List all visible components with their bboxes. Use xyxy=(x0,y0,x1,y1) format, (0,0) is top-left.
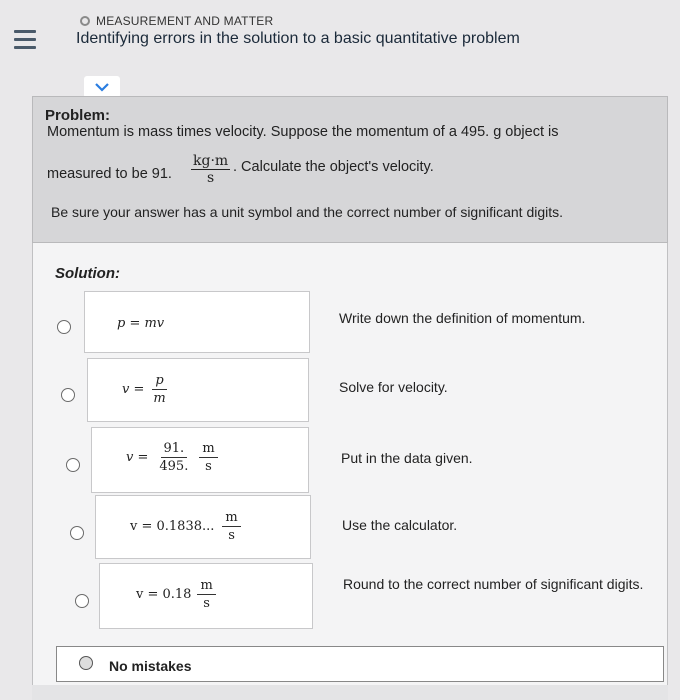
problem-text-line1: Momentum is mass times velocity. Suppose the momentum of a 495. g object is xyxy=(47,124,559,140)
step-5-denominator: s xyxy=(203,596,210,611)
step-1-note: Write down the definition of momentum. xyxy=(339,310,586,326)
step-2-equation xyxy=(122,373,169,406)
no-mistakes-label: No mistakes xyxy=(109,658,192,674)
step-3-note: Put in the data given. xyxy=(341,450,473,466)
step-5-note: Round to the correct number of significant digits. xyxy=(343,576,644,592)
step-5-equation-box xyxy=(99,563,313,629)
step-4-lhs: v = 0.1838... xyxy=(130,519,215,534)
step-3-denominator-unit: s xyxy=(205,459,212,474)
step-5-lhs: v = 0.18 xyxy=(136,587,192,602)
menu-icon[interactable] xyxy=(14,30,36,50)
chevron-down-icon xyxy=(94,81,110,93)
step-3-equation xyxy=(126,441,218,474)
step-1-radio[interactable] xyxy=(57,320,71,334)
step-5-radio[interactable] xyxy=(75,594,89,608)
step-1-equation-box xyxy=(84,291,310,353)
step-3-radio[interactable] xyxy=(66,458,80,472)
no-mistakes-option[interactable] xyxy=(56,646,664,682)
step-3-denominator-value: 495. xyxy=(159,459,189,474)
problem-label: Problem: xyxy=(45,107,111,124)
step-4-radio[interactable] xyxy=(70,526,84,540)
step-2-equation-box xyxy=(87,358,309,422)
step-1-equation: p = mv xyxy=(117,316,165,331)
step-5-equation xyxy=(136,578,216,611)
step-3-numerator-unit: m xyxy=(199,441,217,458)
step-4-equation xyxy=(130,510,241,543)
bottom-strip xyxy=(32,685,668,700)
unit-denominator: s xyxy=(206,170,215,186)
step-2-radio[interactable] xyxy=(61,388,75,402)
step-4-note: Use the calculator. xyxy=(342,517,458,533)
problem-instructions: Be sure your answer has a unit symbol and the correct number of significant digits. xyxy=(51,204,564,220)
step-4-numerator: m xyxy=(222,510,240,527)
problem-text-line2 xyxy=(47,166,172,182)
problem-line2-prefix: measured to be 91. xyxy=(47,166,172,182)
step-2-lhs: v = xyxy=(122,382,145,397)
collapse-button[interactable] xyxy=(84,76,120,98)
step-3-numerator-value: 91. xyxy=(161,441,188,458)
step-2-denominator: m xyxy=(153,391,166,406)
step-2-numerator: p xyxy=(152,373,166,390)
topic-text: MEASUREMENT AND MATTER xyxy=(96,14,274,28)
step-3-lhs: v = xyxy=(126,450,149,465)
topic-label xyxy=(80,14,273,28)
step-4-denominator: s xyxy=(228,528,235,543)
momentum-unit-fraction xyxy=(191,153,230,186)
step-3-equation-box xyxy=(91,427,309,493)
progress-circle-icon xyxy=(80,16,90,26)
unit-numerator: kg·m xyxy=(193,153,229,169)
solution-area xyxy=(32,243,668,685)
solution-label: Solution: xyxy=(55,265,120,282)
step-5-numerator: m xyxy=(197,578,215,595)
step-4-equation-box xyxy=(95,495,311,559)
problem-text-line2-suffix: . Calculate the object's velocity. xyxy=(233,159,434,175)
step-2-note: Solve for velocity. xyxy=(339,379,448,395)
no-mistakes-radio[interactable] xyxy=(79,656,93,670)
page-title: Identifying errors in the solution to a basic quantitative problem xyxy=(76,30,520,47)
problem-box xyxy=(32,96,668,243)
